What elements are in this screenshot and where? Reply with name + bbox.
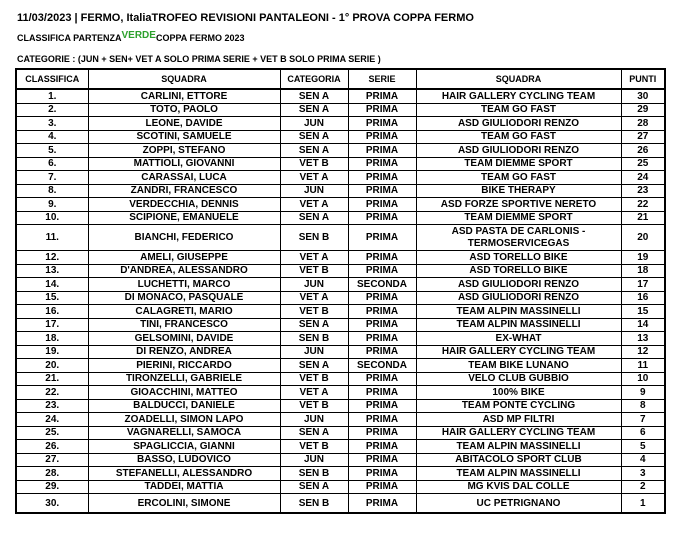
table-row (16, 480, 665, 494)
points-cell: 27 (621, 130, 665, 144)
series-cell: PRIMA (348, 440, 416, 454)
team-cell: EX-WHAT (416, 332, 621, 346)
athlete-cell: CALAGRETI, MARIO (88, 305, 280, 319)
athlete-cell: BASSO, LUDOVICO (88, 453, 280, 467)
col-header-classifica: CLASSIFICA (16, 69, 88, 89)
table-row (16, 318, 665, 332)
subtitle-suffix: COPPA FERMO 2023 (155, 33, 245, 43)
points-cell: 17 (621, 278, 665, 292)
athlete-cell: TIRONZELLI, GABRIELE (88, 372, 280, 386)
series-cell: PRIMA (348, 225, 416, 251)
athlete-cell: MATTIOLI, GIOVANNI (88, 157, 280, 171)
rank-cell: 8. (16, 184, 88, 198)
points-cell: 20 (621, 225, 665, 251)
category-cell: JUN (280, 453, 348, 467)
subtitle-prefix: CLASSIFICA PARTENZA (17, 33, 122, 43)
rank-cell: 25. (16, 426, 88, 440)
category-cell: SEN A (280, 480, 348, 494)
series-cell: PRIMA (348, 305, 416, 319)
table-row (16, 345, 665, 359)
col-header-atleta: SQUADRA (88, 69, 280, 89)
points-cell: 9 (621, 386, 665, 400)
rank-cell: 21. (16, 372, 88, 386)
page-title: 11/03/2023 | FERMO, ItaliaTROFEO REVISIONI PANTALEONI - 1° PROVA COPPA FERMO (17, 12, 474, 24)
athlete-cell: VAGNARELLI, SAMOCA (88, 426, 280, 440)
team-cell: ASD PASTA DE CARLONIS - TERMOSERVICEGAS (416, 225, 621, 251)
athlete-cell: DI MONACO, PASQUALE (88, 291, 280, 305)
athlete-cell: GIOACCHINI, MATTEO (88, 386, 280, 400)
category-cell: VET A (280, 198, 348, 212)
rank-cell: 14. (16, 278, 88, 292)
categories-note: CATEGORIE : (JUN + SEN+ VET A SOLO PRIMA SERIE + VET B SOLO PRIMA SERIE ) (17, 54, 381, 64)
athlete-cell: TOTO, PAOLO (88, 103, 280, 117)
table-row (16, 117, 665, 131)
team-cell: UC PETRIGNANO (416, 494, 621, 514)
rank-cell: 27. (16, 453, 88, 467)
athlete-cell: CARLINI, ETTORE (88, 89, 280, 103)
table-row (16, 305, 665, 319)
series-cell: PRIMA (348, 318, 416, 332)
team-cell: TEAM DIEMME SPORT (416, 157, 621, 171)
rank-cell: 15. (16, 291, 88, 305)
table-row (16, 130, 665, 144)
table-row (16, 211, 665, 225)
category-cell: SEN A (280, 359, 348, 373)
rank-cell: 9. (16, 198, 88, 212)
table-row (16, 467, 665, 481)
category-cell: VET B (280, 372, 348, 386)
team-cell: TEAM GO FAST (416, 130, 621, 144)
series-cell: PRIMA (348, 413, 416, 427)
points-cell: 7 (621, 413, 665, 427)
category-cell: VET A (280, 171, 348, 185)
series-cell: PRIMA (348, 198, 416, 212)
rank-cell: 5. (16, 144, 88, 158)
points-cell: 12 (621, 345, 665, 359)
team-cell: HAIR GALLERY CYCLING TEAM (416, 345, 621, 359)
team-cell: ASD GIULIODORI RENZO (416, 278, 621, 292)
points-cell: 29 (621, 103, 665, 117)
rank-cell: 4. (16, 130, 88, 144)
series-cell: SECONDA (348, 278, 416, 292)
points-cell: 22 (621, 198, 665, 212)
category-cell: SEN A (280, 426, 348, 440)
category-cell: VET A (280, 251, 348, 265)
athlete-cell: PIERINI, RICCARDO (88, 359, 280, 373)
points-cell: 24 (621, 171, 665, 185)
rank-cell: 16. (16, 305, 88, 319)
rank-cell: 11. (16, 225, 88, 251)
rank-cell: 23. (16, 399, 88, 413)
table-row (16, 278, 665, 292)
category-cell: SEN B (280, 332, 348, 346)
points-cell: 14 (621, 318, 665, 332)
points-cell: 26 (621, 144, 665, 158)
results-table (15, 68, 666, 514)
table-row (16, 372, 665, 386)
table-row (16, 399, 665, 413)
athlete-cell: STEFANELLI, ALESSANDRO (88, 467, 280, 481)
team-cell: TEAM ALPIN MASSINELLI (416, 440, 621, 454)
athlete-cell: GELSOMINI, DAVIDE (88, 332, 280, 346)
table-row (16, 359, 665, 373)
rank-cell: 13. (16, 264, 88, 278)
athlete-cell: D'ANDREA, ALESSANDRO (88, 264, 280, 278)
rank-cell: 22. (16, 386, 88, 400)
team-cell: ASD FORZE SPORTIVE NERETO (416, 198, 621, 212)
series-cell: PRIMA (348, 171, 416, 185)
points-cell: 23 (621, 184, 665, 198)
athlete-cell: BALDUCCI, DANIELE (88, 399, 280, 413)
rank-cell: 2. (16, 103, 88, 117)
table-row (16, 291, 665, 305)
rank-cell: 12. (16, 251, 88, 265)
rank-cell: 20. (16, 359, 88, 373)
team-cell: 100% BIKE (416, 386, 621, 400)
points-cell: 1 (621, 494, 665, 514)
team-cell: TEAM GO FAST (416, 103, 621, 117)
team-cell: TEAM ALPIN MASSINELLI (416, 305, 621, 319)
team-cell: TEAM BIKE LUNANO (416, 359, 621, 373)
series-cell: PRIMA (348, 426, 416, 440)
points-cell: 13 (621, 332, 665, 346)
subtitle (17, 30, 245, 44)
team-cell: HAIR GALLERY CYCLING TEAM (416, 89, 621, 103)
rank-cell: 3. (16, 117, 88, 131)
athlete-cell: ERCOLINI, SIMONE (88, 494, 280, 514)
athlete-cell: VERDECCHIA, DENNIS (88, 198, 280, 212)
table-row (16, 89, 665, 103)
table-row (16, 144, 665, 158)
points-cell: 8 (621, 399, 665, 413)
table-row (16, 184, 665, 198)
team-cell: TEAM ALPIN MASSINELLI (416, 318, 621, 332)
rank-cell: 1. (16, 89, 88, 103)
team-cell: TEAM DIEMME SPORT (416, 211, 621, 225)
team-cell: ASD GIULIODORI RENZO (416, 291, 621, 305)
points-cell: 4 (621, 453, 665, 467)
athlete-cell: ZANDRI, FRANCESCO (88, 184, 280, 198)
points-cell: 25 (621, 157, 665, 171)
rank-cell: 6. (16, 157, 88, 171)
rank-cell: 7. (16, 171, 88, 185)
col-header-categoria: CATEGORIA (280, 69, 348, 89)
category-cell: VET A (280, 291, 348, 305)
col-header-squadra: SQUADRA (416, 69, 621, 89)
team-cell: BIKE THERAPY (416, 184, 621, 198)
athlete-cell: CARASSAI, LUCA (88, 171, 280, 185)
category-cell: VET B (280, 305, 348, 319)
category-cell: SEN A (280, 89, 348, 103)
rank-cell: 28. (16, 467, 88, 481)
category-cell: SEN A (280, 103, 348, 117)
points-cell: 5 (621, 440, 665, 454)
table-header-row (16, 69, 665, 89)
team-cell: TEAM ALPIN MASSINELLI (416, 467, 621, 481)
table-row (16, 198, 665, 212)
category-cell: VET B (280, 264, 348, 278)
series-cell: PRIMA (348, 264, 416, 278)
team-cell: HAIR GALLERY CYCLING TEAM (416, 426, 621, 440)
athlete-cell: SPAGLICCIA, GIANNI (88, 440, 280, 454)
table-row (16, 264, 665, 278)
points-cell: 3 (621, 467, 665, 481)
athlete-cell: SCIPIONE, EMANUELE (88, 211, 280, 225)
category-cell: VET A (280, 386, 348, 400)
category-cell: VET B (280, 440, 348, 454)
athlete-cell: LUCHETTI, MARCO (88, 278, 280, 292)
col-header-serie: SERIE (348, 69, 416, 89)
team-cell: ASD GIULIODORI RENZO (416, 117, 621, 131)
series-cell: PRIMA (348, 291, 416, 305)
rank-cell: 10. (16, 211, 88, 225)
points-cell: 21 (621, 211, 665, 225)
category-cell: JUN (280, 117, 348, 131)
category-cell: VET B (280, 399, 348, 413)
points-cell: 2 (621, 480, 665, 494)
col-header-punti: PUNTI (621, 69, 665, 89)
verde-label: VERDE (121, 30, 156, 41)
table-body (16, 89, 665, 513)
rank-cell: 30. (16, 494, 88, 514)
points-cell: 11 (621, 359, 665, 373)
athlete-cell: SCOTINI, SAMUELE (88, 130, 280, 144)
rank-cell: 24. (16, 413, 88, 427)
table-row (16, 413, 665, 427)
series-cell: PRIMA (348, 480, 416, 494)
table-row (16, 440, 665, 454)
series-cell: SECONDA (348, 359, 416, 373)
series-cell: PRIMA (348, 386, 416, 400)
category-cell: JUN (280, 413, 348, 427)
series-cell: PRIMA (348, 117, 416, 131)
athlete-cell: BIANCHI, FEDERICO (88, 225, 280, 251)
category-cell: VET B (280, 157, 348, 171)
team-cell: ASD TORELLO BIKE (416, 264, 621, 278)
series-cell: PRIMA (348, 211, 416, 225)
table-row (16, 171, 665, 185)
category-cell: SEN B (280, 494, 348, 514)
rank-cell: 17. (16, 318, 88, 332)
points-cell: 18 (621, 264, 665, 278)
table-row (16, 332, 665, 346)
series-cell: PRIMA (348, 494, 416, 514)
series-cell: PRIMA (348, 157, 416, 171)
team-cell: TEAM GO FAST (416, 171, 621, 185)
athlete-cell: ZOADELLI, SIMON LAPO (88, 413, 280, 427)
athlete-cell: DI RENZO, ANDREA (88, 345, 280, 359)
points-cell: 15 (621, 305, 665, 319)
series-cell: PRIMA (348, 332, 416, 346)
team-cell: MG KVIS DAL COLLE (416, 480, 621, 494)
category-cell: SEN A (280, 318, 348, 332)
points-cell: 10 (621, 372, 665, 386)
category-cell: JUN (280, 278, 348, 292)
athlete-cell: LEONE, DAVIDE (88, 117, 280, 131)
category-cell: JUN (280, 345, 348, 359)
points-cell: 19 (621, 251, 665, 265)
series-cell: PRIMA (348, 467, 416, 481)
category-cell: SEN A (280, 130, 348, 144)
team-cell: TEAM PONTE CYCLING (416, 399, 621, 413)
series-cell: PRIMA (348, 399, 416, 413)
rank-cell: 29. (16, 480, 88, 494)
series-cell: PRIMA (348, 89, 416, 103)
team-cell: VELO CLUB GUBBIO (416, 372, 621, 386)
rank-cell: 19. (16, 345, 88, 359)
table-row (16, 225, 665, 251)
category-cell: JUN (280, 184, 348, 198)
points-cell: 28 (621, 117, 665, 131)
table-row (16, 251, 665, 265)
athlete-cell: ZOPPI, STEFANO (88, 144, 280, 158)
series-cell: PRIMA (348, 144, 416, 158)
athlete-cell: AMELI, GIUSEPPE (88, 251, 280, 265)
athlete-cell: TINI, FRANCESCO (88, 318, 280, 332)
table-row (16, 453, 665, 467)
athlete-cell: TADDEI, MATTIA (88, 480, 280, 494)
series-cell: PRIMA (348, 251, 416, 265)
table-row (16, 494, 665, 514)
team-cell: ASD TORELLO BIKE (416, 251, 621, 265)
category-cell: SEN B (280, 467, 348, 481)
series-cell: PRIMA (348, 103, 416, 117)
table-row (16, 157, 665, 171)
category-cell: SEN A (280, 211, 348, 225)
rank-cell: 18. (16, 332, 88, 346)
team-cell: ASD MP FILTRI (416, 413, 621, 427)
points-cell: 6 (621, 426, 665, 440)
series-cell: PRIMA (348, 453, 416, 467)
table-row (16, 386, 665, 400)
rank-cell: 26. (16, 440, 88, 454)
series-cell: PRIMA (348, 345, 416, 359)
points-cell: 30 (621, 89, 665, 103)
series-cell: PRIMA (348, 372, 416, 386)
team-cell: ASD GIULIODORI RENZO (416, 144, 621, 158)
table-row (16, 426, 665, 440)
series-cell: PRIMA (348, 130, 416, 144)
category-cell: SEN A (280, 144, 348, 158)
team-cell: ABITACOLO SPORT CLUB (416, 453, 621, 467)
category-cell: SEN B (280, 225, 348, 251)
points-cell: 16 (621, 291, 665, 305)
series-cell: PRIMA (348, 184, 416, 198)
table-row (16, 103, 665, 117)
